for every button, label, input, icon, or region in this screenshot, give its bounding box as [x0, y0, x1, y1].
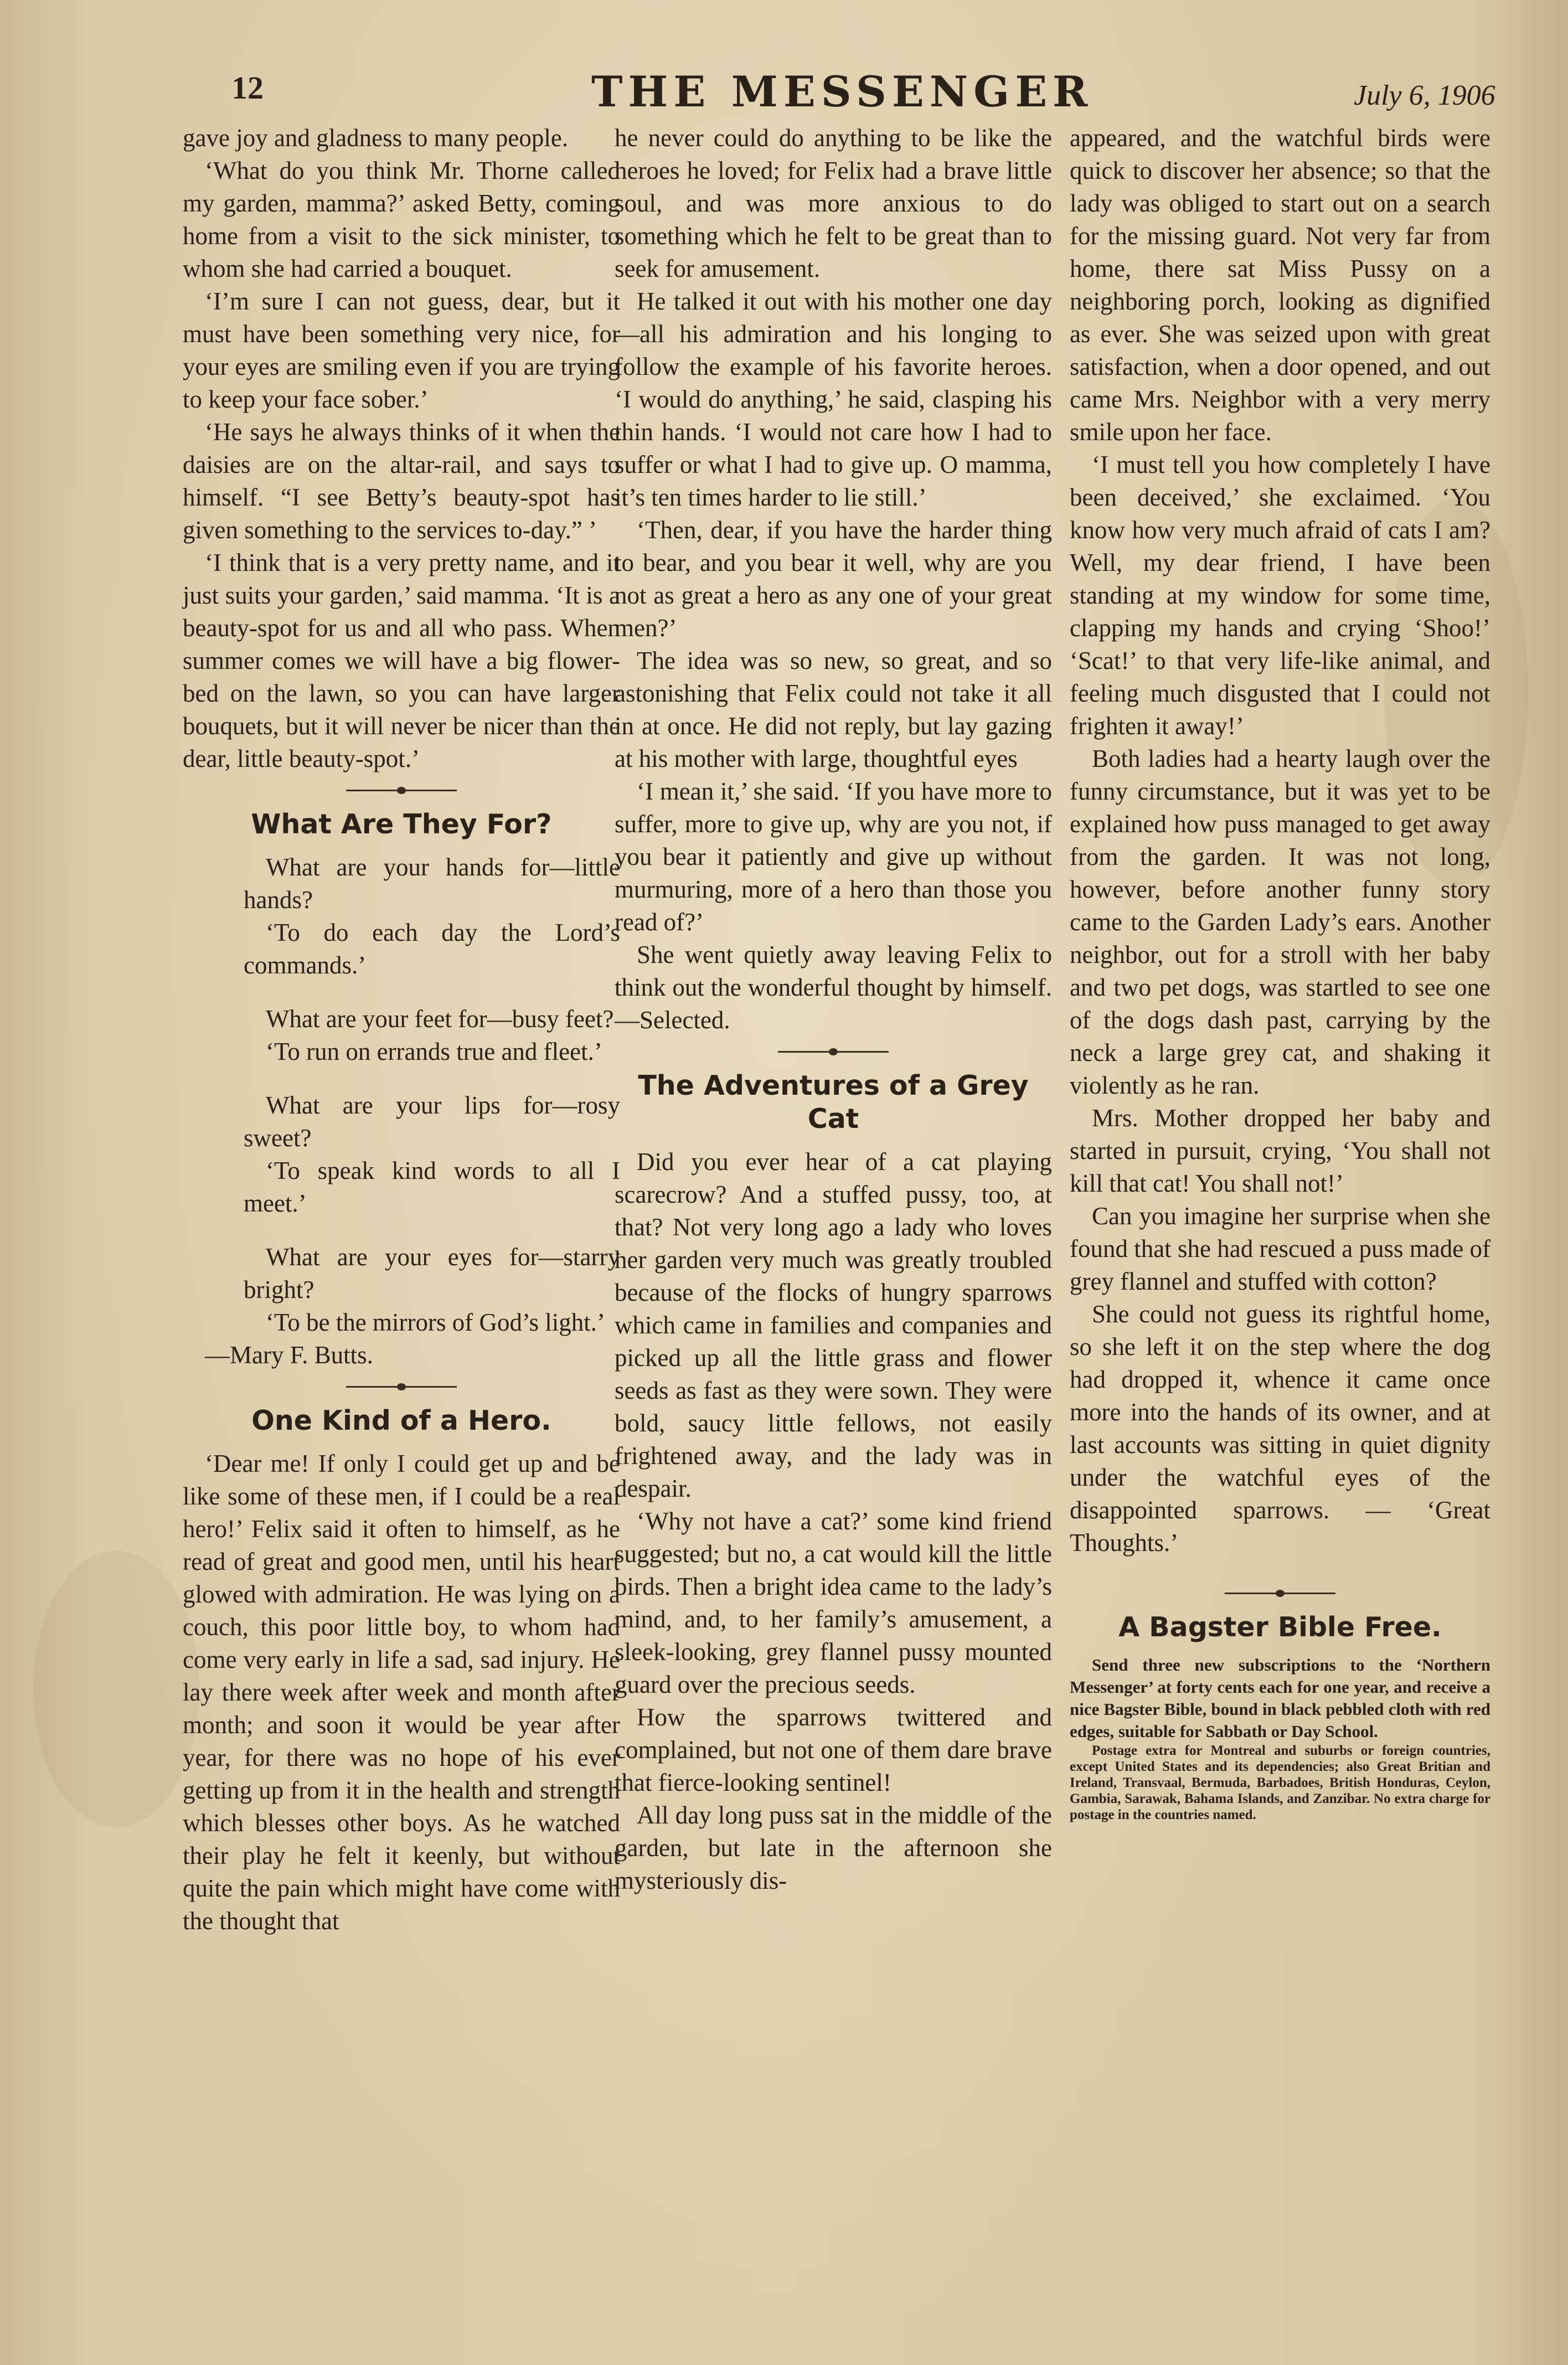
poem-line: ‘To do each day the Lord’s commands.’: [244, 919, 620, 979]
poem-line: What are your hands for—little hands?: [244, 853, 620, 914]
page-number: 12: [231, 70, 264, 106]
column-3: [1070, 122, 1490, 1823]
poem-stanza: [183, 1003, 620, 1068]
poem-line: ‘To be the mirrors of God’s light.’: [266, 1308, 605, 1336]
story-title: One Kind of a Hero.: [251, 1405, 551, 1436]
poem-line: ‘To run on errands true and fleet.’: [266, 1038, 602, 1065]
paper-title: THE MESSENGER: [591, 67, 1094, 116]
poem-line: What are your feet for—busy feet?: [266, 1005, 614, 1033]
poem-stanza: [183, 1089, 620, 1220]
paragraph: ‘I mean it,’ she said. ‘If you have more to suffer, more to give up, why are you not, if you bear it patiently and give up without murmuring, more of a hero than those you read of?’: [615, 777, 1052, 936]
paragraph: ‘Then, dear, if you have the harder thing to bear, and you bear it well, why are you not as great a hero as any one of your great men?’: [615, 516, 1052, 642]
paragraph: He talked it out with his mother one day—all his admiration and his longing to follow the example of his favorite heroes. ‘I would do anything,’ he said, clasping his thin hands. ‘I would not care how I had to suffer or what I had to give up. O mamma, it’s ten times harder to lie still.’: [615, 287, 1052, 511]
poem-line: ‘To speak kind words to all I meet.’: [244, 1157, 620, 1217]
paragraph: ‘I must tell you how completely I have been deceived,’ she exclaimed. ‘You know how very much afraid of cats I am? Well, my dear friend, I have been standing at my window for some time, clapping my hands and crying ‘Shoo!’ ‘Scat!’ to that very life-like animal, and feeling much disgusted that I could not frighten it away!’: [1070, 451, 1490, 740]
paragraph: appeared, and the watchful birds were quick to discover her absence; so that the lady was obliged to start out on a search for the missing guard. Not very far from home, there sat Miss Pussy on a neighboring porch, looking as dignified as ever. She was seized upon with great satisfaction, when a door opened, and out came Mrs. Neighbor with a very merry smile upon her face.: [1070, 124, 1490, 446]
poem-author: —Mary F. Butts.: [205, 1341, 373, 1369]
paragraph: ‘What do you think Mr. Thorne called my garden, mamma?’ asked Betty, coming home from a visit to the sick minister, to whom she had carried a bouquet.: [183, 157, 620, 282]
paragraph: Both ladies had a hearty laugh over the funny circumstance, but it was yet to be explained how puss managed to get away from the garden. It was not long, however, before another funny story came to the Garden Lady’s ears. Another neighbor, out for a stroll with her baby and two pet dogs, was startled to see one of the dogs dash past, carrying by the neck a large grey cat, and shaking it violently as he ran.: [1070, 745, 1490, 1099]
story-title: The Adventures of a Grey Cat: [638, 1070, 1029, 1135]
paragraph: ‘Dear me! If only I could get up and be like some of these men, if I could be a real hero!’ Felix said it often to himself, as he read of great and good men, until his heart glowed with admiration. He was lying on a couch, this poor little boy, to whom had come very early in life a sad, sad injury. He lay there week after week and month after month; and soon it would be year after year, for there was no hope of his ever getting up from it in the health and strength which blesses other boys. As he watched their play he felt it keenly, but without quite the pain which might have come with the thought that: [183, 1450, 620, 1935]
section-divider: [346, 1386, 457, 1388]
poem-line: What are your lips for—rosy sweet?: [244, 1091, 620, 1152]
section-divider: [778, 1051, 889, 1053]
paragraph: he never could do anything to be like the heroes he loved; for Felix had a brave little soul, and was more anxious to do something which he felt to be great than to seek for amusement.: [615, 124, 1052, 282]
paragraph: gave joy and gladness to many people.: [183, 124, 569, 152]
poem-line: What are your eyes for—starry bright?: [244, 1243, 620, 1303]
paragraph: She could not guess its rightful home, so she left it on the step where the dog had dropped it, whence it came once more into the hands of its owner, and at last accounts was sitting in quiet dignity under the watchful eyes of the disappointed sparrows. — ‘Great Thoughts.’: [1070, 1300, 1490, 1557]
paragraph: ‘Why not have a cat?’ some kind friend suggested; but no, a cat would kill the little birds. Then a bright idea came to the lady’s mind, and, to her family’s amusement, a sleek-looking, grey flannel pussy mounted guard over the precious seeds.: [615, 1507, 1052, 1698]
section-divider: [346, 790, 457, 791]
poem-title: What Are They For?: [251, 808, 552, 840]
paragraph: She went quietly away leaving Felix to think out the wonderful thought by himself.—Selected.: [615, 941, 1052, 1034]
paragraph: ‘I’m sure I can not guess, dear, but it must have been something very nice, for your eyes are smiling even if you are trying to keep your face sober.’: [183, 287, 620, 413]
ad-title: A Bagster Bible Free.: [1118, 1611, 1442, 1643]
poem-stanza: [183, 851, 620, 982]
paragraph: ‘He says he always thinks of it when the daisies are on the altar-rail, and says to himself. “I see Betty’s beauty-spot has given something to the services to-day.” ’: [183, 418, 620, 544]
column-2: [615, 122, 1052, 1897]
ad-postage-note: Postage extra for Montreal and suburbs or foreign countries, except United States and its dependencies; also Great Britian and Ireland, Transvaal, Bermuda, Barbadoes, British Honduras, Ceylon, Gambia, Sarawak, Bahama Islands, and Zanzibar. No extra charge for postage in the countries named.: [1070, 1743, 1490, 1822]
column-1: [183, 122, 620, 1938]
poem-stanza: [183, 1241, 620, 1339]
paragraph: ‘I think that is a very pretty name, and it just suits your garden,’ said mamma. ‘It is a beauty-spot for us and all who pass. When summer comes we will have a big flower-bed on the lawn, so you can have larger bouquets, but it will never be nicer than the dear, little beauty-spot.’: [183, 549, 620, 772]
paragraph: All day long puss sat in the middle of the garden, but late in the afternoon she mysteriously dis-: [615, 1801, 1052, 1894]
masthead: [0, 69, 1568, 119]
ad-body: Send three new subscriptions to the ‘Northern Messenger’ at forty cents each for one year, and receive a nice Bagster Bible, bound in black pebbled cloth with red edges, suitable for Sabbath or Day School.: [1070, 1655, 1490, 1741]
paragraph: Mrs. Mother dropped her baby and started in pursuit, crying, ‘You shall not kill that cat! You shall not!’: [1070, 1104, 1490, 1197]
paragraph: The idea was so new, so great, and so astonishing that Felix could not take it all in at once. He did not reply, but lay gazing at his mother with large, thoughtful eyes: [615, 647, 1052, 772]
paper-stain: [33, 1550, 199, 1827]
paragraph: Can you imagine her surprise when she found that she had rescued a puss made of grey flannel and stuffed with cotton?: [1070, 1202, 1490, 1295]
paragraph: Did you ever hear of a cat playing scarecrow? And a stuffed pussy, too, at that? Not very long ago a lady who loves her garden very much was greatly troubled because of the flocks of hungry sparrows which came in families and companies and picked up all the little grass and flower seeds as fast as they were sown. They were bold, saucy little fellows, not easily frightened away, and the lady was in despair.: [615, 1148, 1052, 1502]
section-divider: [1225, 1593, 1335, 1594]
paragraph: How the sparrows twittered and complained, but not one of them dare brave that fierce-looking sentinel!: [615, 1703, 1052, 1796]
issue-date: July 6, 1906: [1354, 80, 1495, 111]
